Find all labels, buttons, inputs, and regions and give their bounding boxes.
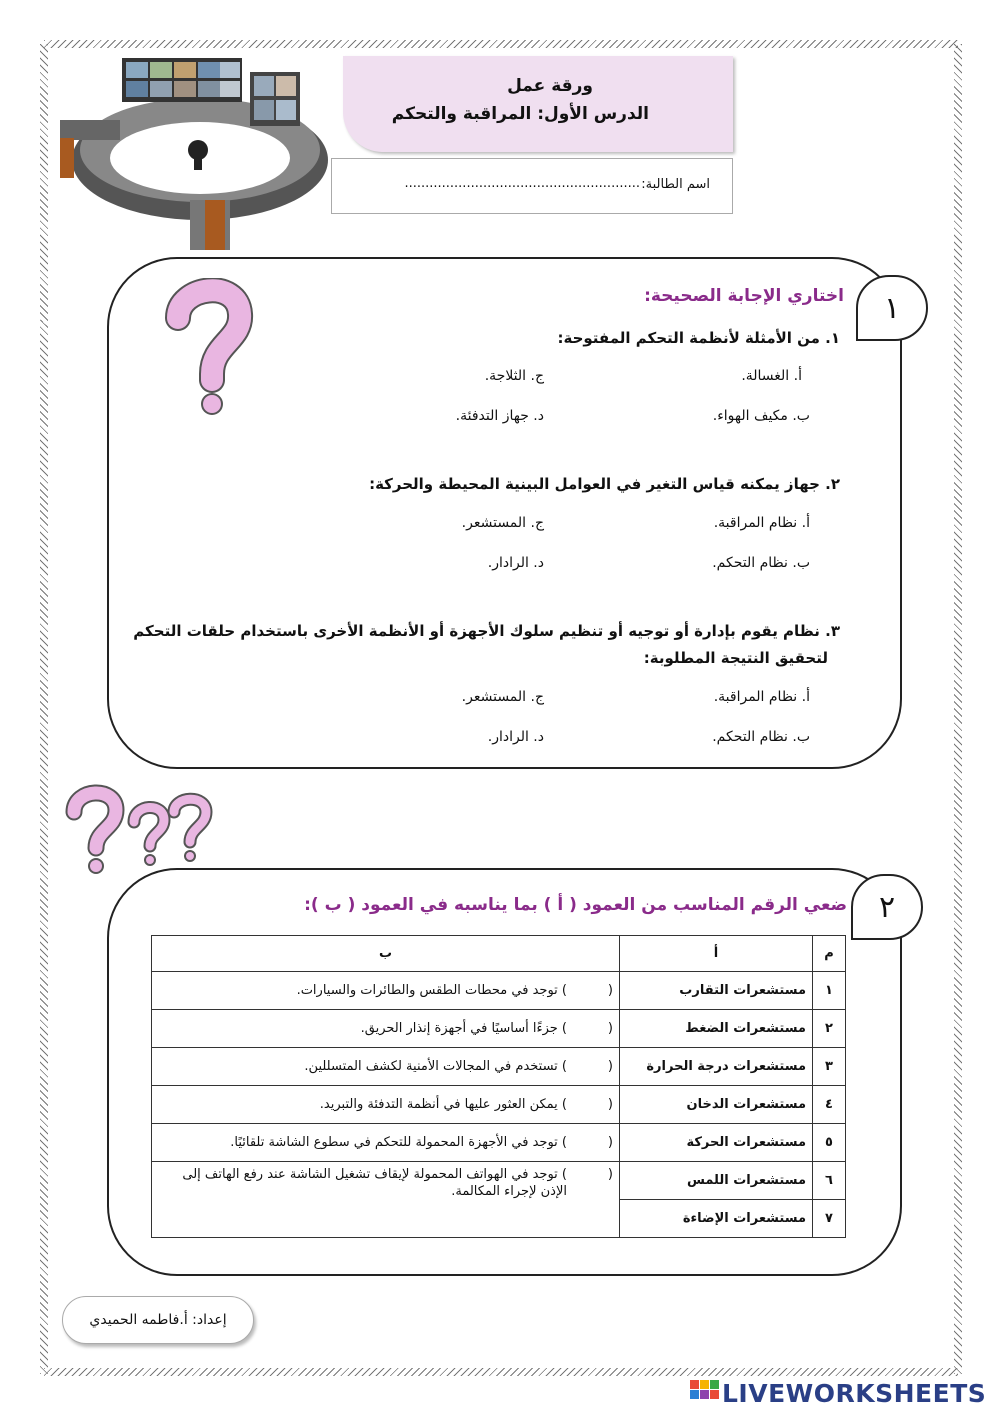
header-b: ب	[152, 936, 620, 972]
worksheet-title: ورقة عمل	[507, 76, 593, 96]
table-row	[152, 1010, 846, 1048]
sensor-name: مستشعرات التقارب	[620, 972, 813, 1010]
q1-option-b[interactable]: ب. مكيف الهواء.	[712, 408, 810, 424]
row-number: ٣	[813, 1048, 846, 1086]
question-3-line1: ٣. نظام يقوم بإدارة أو توجيه أو تنظيم سلوك الأجهزة أو الأنظمة الأخرى باستخدام حلقات التحكم	[133, 622, 840, 640]
answer-blank[interactable]: (	[607, 1097, 613, 1112]
page-border-top	[44, 40, 958, 48]
table-row	[152, 972, 846, 1010]
header-m: م	[813, 936, 846, 972]
page-border-bottom	[44, 1368, 958, 1376]
description-cell[interactable]	[152, 1124, 620, 1162]
description-text: ) توجد في الهواتف المحمولة لإيقاف تشغيل الشاشة عند رفع الهاتف إلى الإذن لإجراء المكالمة.	[182, 1167, 567, 1199]
q1-option-a[interactable]: أ. الغسالة.	[741, 368, 802, 384]
description-cell[interactable]	[152, 1162, 620, 1238]
row-number: ١	[813, 972, 846, 1010]
q1-option-c[interactable]: ج. الثلاجة.	[484, 368, 544, 384]
row-number: ٥	[813, 1124, 846, 1162]
section1-number-badge	[856, 275, 928, 341]
section2-heading: ضعي الرقم المناسب من العمود ( أ ) بما يناسبه في العمود ( ب ):	[304, 895, 847, 915]
q3-option-d[interactable]: د. الرادار.	[487, 729, 544, 745]
sensor-name: مستشعرات الضغط	[620, 1010, 813, 1048]
sensor-name: مستشعرات درجة الحرارة	[620, 1048, 813, 1086]
sensor-name: مستشعرات الإضاءة	[620, 1200, 813, 1238]
liveworksheets-logo-icon	[690, 1380, 722, 1406]
question-2: ٢. جهاز يمكنه قياس التغير في العوامل البينية المحيطة والحركة:	[369, 475, 840, 493]
description-text: ) توجد في الأجهزة المحمولة للتحكم في سطوع الشاشة تلقائيًا.	[230, 1135, 567, 1150]
section1-heading: اختاري الإجابة الصحيحة:	[644, 286, 844, 306]
row-number: ٢	[813, 1010, 846, 1048]
description-text: ) توجد في محطات الطقس والطائرات والسيارات.	[296, 983, 567, 998]
table-row	[152, 1162, 846, 1200]
q3-option-c[interactable]: ج. المستشعر.	[461, 689, 544, 705]
student-name-field[interactable]: .........................................................	[404, 176, 640, 191]
table-header-row	[152, 936, 846, 972]
page-border-left	[40, 44, 48, 1374]
description-cell[interactable]	[152, 1086, 620, 1124]
answer-blank[interactable]: (	[607, 983, 613, 998]
q2-option-c[interactable]: ج. المستشعر.	[461, 515, 544, 531]
table-row	[152, 1124, 846, 1162]
header-a: أ	[620, 936, 813, 972]
q3-option-a[interactable]: أ. نظام المراقبة.	[713, 689, 810, 705]
description-cell[interactable]	[152, 972, 620, 1010]
worksheet-title-box	[343, 56, 733, 152]
q2-option-d[interactable]: د. الرادار.	[487, 555, 544, 571]
student-name-label: اسم الطالبة:	[641, 177, 710, 192]
page-border-right	[954, 44, 962, 1374]
table-row	[152, 1048, 846, 1086]
description-cell[interactable]	[152, 1010, 620, 1048]
description-text: ) تستخدم في المجالات الأمنية لكشف المتسللين.	[304, 1059, 567, 1074]
author-label: إعداد: أ.فاطمه الحميدي	[62, 1296, 254, 1344]
description-text: ) يمكن العثور عليها في أنظمة التدفئة والتبريد.	[319, 1097, 567, 1112]
row-number: ٦	[813, 1162, 846, 1200]
sensor-name: مستشعرات اللمس	[620, 1162, 813, 1200]
control-room-image	[50, 50, 332, 250]
description-cell[interactable]	[152, 1048, 620, 1086]
liveworksheets-brand[interactable]: LIVEWORKSHEETS	[722, 1378, 987, 1408]
student-name-box	[331, 158, 733, 214]
question-3-line2: لتحقيق النتيجة المطلوبة:	[643, 649, 828, 667]
liveworksheets-logo	[690, 1378, 986, 1408]
row-number: ٧	[813, 1200, 846, 1238]
sensor-name: مستشعرات الدخان	[620, 1086, 813, 1124]
answer-blank[interactable]: (	[607, 1021, 613, 1036]
question-mark-icon	[160, 278, 256, 418]
answer-blank[interactable]: (	[607, 1059, 613, 1074]
section1-number: ١	[883, 290, 901, 326]
sensor-name: مستشعرات الحركة	[620, 1124, 813, 1162]
row-number: ٤	[813, 1086, 846, 1124]
answer-blank[interactable]: (	[607, 1135, 613, 1150]
q3-option-b[interactable]: ب. نظام التحكم.	[712, 729, 810, 745]
question-1: ١. من الأمثلة لأنظمة التحكم المفتوحة:	[557, 329, 840, 347]
answer-blank[interactable]: (	[607, 1167, 613, 1182]
description-text: ) جزءًا أساسيًا في أجهزة إنذار الحريق.	[360, 1021, 567, 1036]
question-marks-icon	[62, 782, 222, 882]
section2-number-badge	[851, 874, 923, 940]
q2-option-b[interactable]: ب. نظام التحكم.	[712, 555, 810, 571]
table-row	[152, 1086, 846, 1124]
q1-option-d[interactable]: د. جهاز التدفئة.	[455, 408, 544, 424]
q2-option-a[interactable]: أ. نظام المراقبة.	[713, 515, 810, 531]
matching-table	[151, 935, 846, 1238]
section2-number: ٢	[878, 889, 896, 925]
lesson-title: الدرس الأول: المراقبة والتحكم	[391, 104, 649, 124]
